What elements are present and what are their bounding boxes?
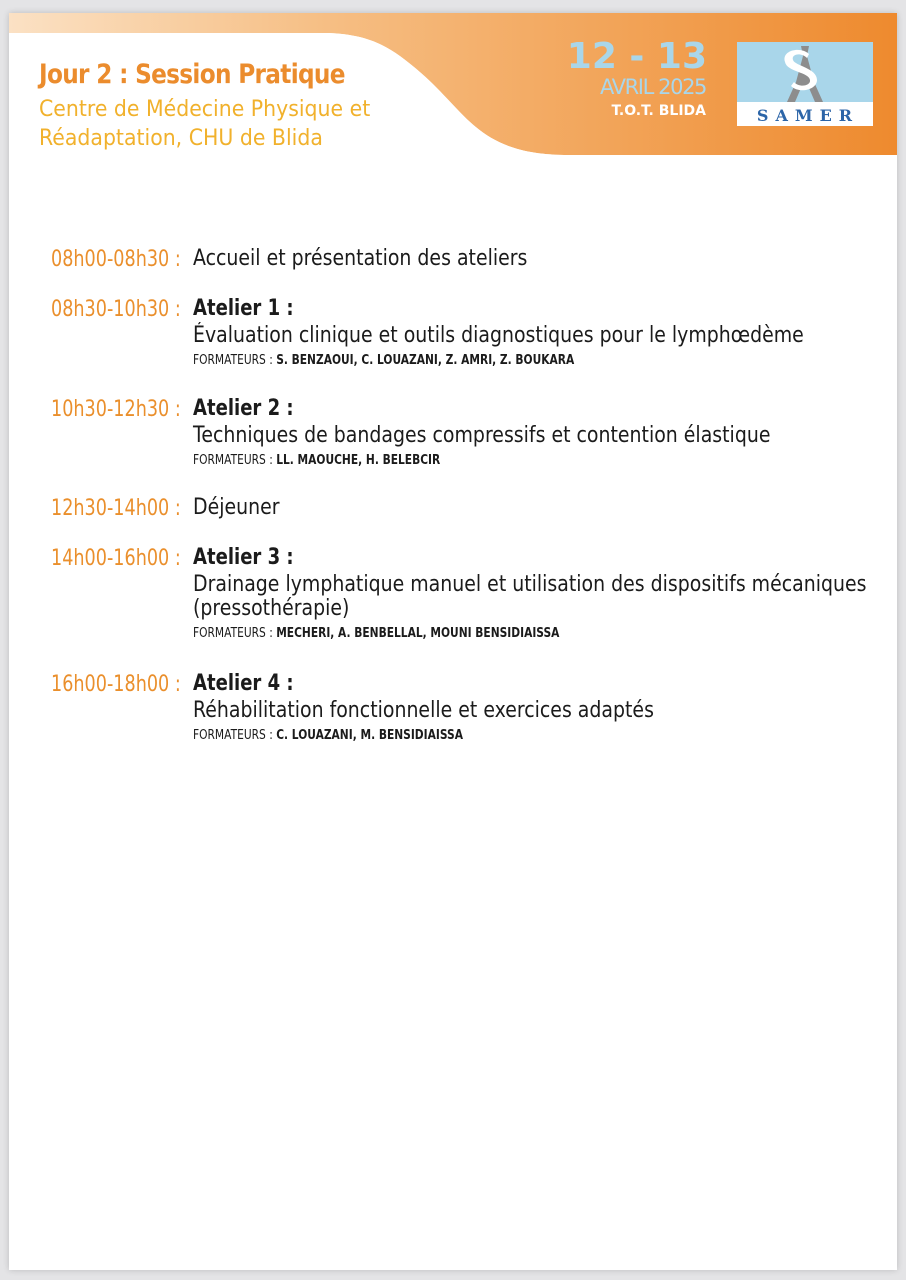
trainers-names: MECHERI, A. BENBELLAL, MOUNI BENSIDIAISSA [276,626,560,641]
trainers-names: S. BENZAOUI, C. LOUAZANI, Z. AMRI, Z. BOUKARA [276,353,575,368]
atelier-description: Réhabilitation fonctionnelle et exercices adaptés [193,698,654,723]
event-dates: 12 - 13 [566,36,707,77]
schedule-body [193,672,883,744]
schedule-body [193,496,883,520]
schedule-time: 08h30-10h30 : [51,297,181,322]
trainers-names: C. LOUAZANI, M. BENSIDIAISSA [276,728,463,743]
schedule-time: 14h00-16h00 : [51,546,181,571]
atelier-description: Évaluation clinique et outils diagnostiques pour le lymphœdème [193,323,804,348]
program-page [9,13,897,1270]
event-month: AVRIL 2025 [600,75,706,99]
atelier-heading: Atelier 4 : [193,671,294,696]
subtitle-line: Réadaptation, CHU de Blida [39,126,323,151]
trainers-names: LL. MAOUCHE, H. BELEBCIR [276,453,441,468]
page-title: Jour 2 : Session Pratique [39,59,345,90]
schedule-text: Déjeuner [193,495,280,520]
schedule-time: 12h30-14h00 : [51,496,181,521]
trainers-label: FORMATEURS : [193,626,273,641]
trainers-line [193,728,759,744]
schedule [9,13,897,1270]
atelier-heading: Atelier 1 : [193,296,294,321]
trainers-label: FORMATEURS : [193,353,273,368]
atelier-heading: Atelier 2 : [193,396,294,421]
atelier-description: Techniques de bandages compressifs et contention élastique [193,423,771,448]
subtitle-line: Centre de Médecine Physique et [39,97,371,122]
logo-text: SAMER [756,106,860,125]
schedule-text: Accueil et présentation des ateliers [193,246,528,271]
schedule-time: 16h00-18h00 : [51,672,181,697]
trainers-line [193,353,759,369]
schedule-body [193,297,883,369]
atelier-description: Drainage lymphatique manuel et utilisation des dispositifs mécaniques [193,572,867,597]
trainers-line [193,453,759,469]
atelier-description-cont: (pressothérapie) [193,596,350,621]
schedule-time: 10h30-12h30 : [51,397,181,422]
trainers-line [193,626,759,642]
schedule-body [193,247,883,271]
event-venue: T.O.T. BLIDA [611,103,706,119]
atelier-heading: Atelier 3 : [193,545,294,570]
schedule-body [193,546,883,642]
schedule-body [193,397,883,469]
schedule-time: 08h00-08h30 : [51,247,181,272]
trainers-label: FORMATEURS : [193,453,273,468]
trainers-label: FORMATEURS : [193,728,273,743]
